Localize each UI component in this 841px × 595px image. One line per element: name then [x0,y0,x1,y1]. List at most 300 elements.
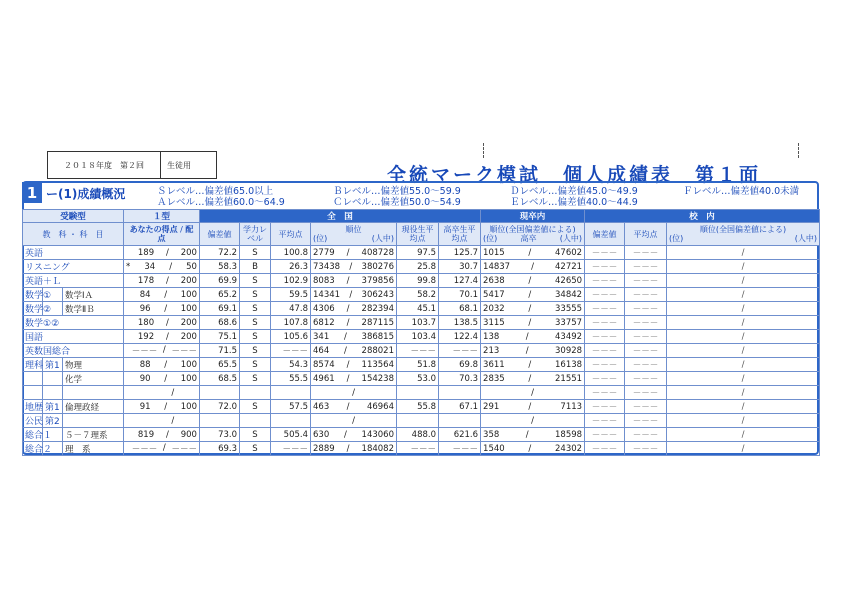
rank-national-people: 7113 [560,401,583,412]
level-value: B [240,260,271,274]
rank-people-value: 282394 [361,303,394,314]
score-value: 84 [139,289,151,300]
school-average-header: 平均点 [625,223,667,246]
slash: / [346,443,350,454]
deviation-value: 65.2 [200,288,240,302]
full-score-value: －－－ [171,444,197,455]
sub-subject: ５－７理系 [63,428,124,442]
graduate-label: 高卒 [520,234,537,243]
rank-cell [311,358,397,372]
slash: / [528,247,532,258]
table-row [23,316,820,330]
rank-value: 463 [313,401,330,412]
full-score-value: 900 [180,429,197,440]
school-rank-label: 順位(全国偏差値による) [699,225,787,234]
slash: / [531,387,534,398]
current-avg-value: 103.7 [397,316,439,330]
grad-avg-value: 69.8 [439,358,481,372]
table-row [23,344,820,358]
school-deviation-value: －－－ [585,316,625,330]
school-deviation-header: 偏差値 [585,223,625,246]
slash: / [528,443,532,454]
school-average-value: －－－ [625,302,667,316]
rank-national-value: 1015 [483,247,505,258]
average-value: 102.9 [271,274,311,288]
slash: / [171,415,175,426]
subject-name: 英語 [23,246,124,260]
score-value: 91 [139,401,151,412]
rank-pos-label: (位) [313,234,328,243]
rank-national-cell [481,400,585,414]
rank-national-cell [481,358,585,372]
score-cell [124,344,200,358]
level-value: S [240,428,271,442]
rank-people-value: 46964 [366,401,394,412]
slash: / [528,317,532,328]
school-rank-value: / [667,414,820,428]
rank-people-label: (人中) [559,234,583,243]
current-avg-value: 488.0 [397,428,439,442]
full-score-value: 50 [186,261,197,272]
level-value: S [240,246,271,260]
grad-avg-value: －－－ [439,344,481,358]
school-deviation-value: －－－ [585,386,625,400]
rank-national-people: 34842 [555,289,583,300]
current-avg-value: 51.8 [397,358,439,372]
score-cell [124,302,200,316]
current-avg-value: 103.4 [397,330,439,344]
school-rank-value: / [667,428,820,442]
school-deviation-value: －－－ [585,414,625,428]
level-value: S [240,400,271,414]
score-cell [124,274,200,288]
rank-cell [311,428,397,442]
rank-value: 14341 [313,289,341,300]
average-value: 59.5 [271,288,311,302]
rank-people-value: 379856 [361,275,394,286]
grad-avg-value: 125.7 [439,246,481,260]
score-value: 34 [144,261,156,272]
full-score-value: 100 [180,303,197,314]
deviation-value: 65.5 [200,358,240,372]
rank-cell [311,246,397,260]
exam-year-round: ２０１８年度 第２回 [48,152,161,178]
rank-national-cell [481,344,585,358]
average-value: 107.8 [271,316,311,330]
rank-header [311,223,397,246]
current-avg-value: 45.1 [397,302,439,316]
rank-national-people: 24302 [555,443,583,454]
rank-national-cell [481,288,585,302]
score-cell [124,358,200,372]
score-value: －－－ [131,346,158,357]
school-rank-value: / [667,358,820,372]
fold-mark [798,143,799,158]
current-avg-value [397,414,439,428]
slash: / [165,275,169,286]
table-row [23,288,820,302]
report-title: 全統マーク模試 個人成績表 第１面 [387,164,762,186]
slash: / [346,373,350,384]
rank-national-cell [481,386,585,400]
current-avg-value: 97.5 [397,246,439,260]
level-value: S [240,288,271,302]
slash: / [528,359,532,370]
rank-value: 6812 [313,317,335,328]
slash: / [525,429,529,440]
slash: / [165,331,169,342]
grad-avg-value [439,414,481,428]
school-rank-value: / [667,260,820,274]
rank-national-cell [481,428,585,442]
level-f: Ｆレベル…偏差値40.0未満 [683,186,800,197]
grad-avg-value: －－－ [439,442,481,456]
school-average-value: －－－ [625,288,667,302]
rank-national-people: 18598 [555,429,583,440]
school-rank-value: / [667,274,820,288]
rank-cell [311,274,397,288]
rank-people-value: 408728 [361,247,394,258]
deviation-value: 69.3 [200,442,240,456]
rank-pos-label: (位) [483,234,498,243]
score-cell [124,330,200,344]
rank-value: 8574 [313,359,335,370]
slash: / [531,415,534,426]
current-avg-value: 53.0 [397,372,439,386]
school-average-value: －－－ [625,400,667,414]
table-row [23,442,820,456]
score-cell [124,372,200,386]
section-number: 1 [22,182,42,203]
grad-avg-value: 138.5 [439,316,481,330]
current-avg-value: 25.8 [397,260,439,274]
table-row [23,274,820,288]
slash: / [346,247,350,258]
level-value: S [240,330,271,344]
rank-national-people: 16138 [555,359,583,370]
slash: / [525,345,529,356]
rank-national-cell [481,302,585,316]
exam-type-header: 受験型 [23,210,124,223]
full-score-value: 200 [180,317,197,328]
school-average-value: －－－ [625,428,667,442]
sub-subject: 化学 [63,372,124,386]
school-average-value: －－－ [625,246,667,260]
school-average-value: －－－ [625,358,667,372]
average-value [271,386,311,400]
school-rank-value: / [667,330,820,344]
current-avg-value: －－－ [397,344,439,358]
slash: / [528,303,532,314]
rank-national-header [481,223,585,246]
rank-people-value: 184082 [361,443,394,454]
average-value: 54.3 [271,358,311,372]
school-deviation-value: －－－ [585,260,625,274]
score-value: 189 [137,247,155,258]
level-value: S [240,372,271,386]
rank-national-value: 2835 [483,373,505,384]
subject-name: 公民 [23,414,43,428]
rank-cell [311,414,397,428]
score-cell [124,386,200,400]
rank-national-value: 213 [483,345,500,356]
grad-avg-value: 621.6 [439,428,481,442]
table-row [23,400,820,414]
rank-people-label: (人中) [371,234,394,243]
grad-avg-value: 67.1 [439,400,481,414]
rank-value: 8083 [313,275,335,286]
usage-label: 生徒用 [167,160,191,170]
sub-subject: 物理 [63,358,124,372]
school-average-value: －－－ [625,344,667,358]
school-average-value: －－－ [625,274,667,288]
level-value [240,414,271,428]
rank-people-value: 288021 [361,345,394,356]
slash: / [164,373,168,384]
subject-name [23,372,43,386]
rank-people-value: 143060 [361,429,394,440]
school-deviation-value: －－－ [585,330,625,344]
slash: / [352,415,355,426]
level-header: 学力レベル [240,223,271,246]
school-rank-value: / [667,400,820,414]
national-header: 全 国 [200,210,481,223]
subject-name: 地歴 [23,400,43,414]
school-rank-value: / [667,372,820,386]
current-header: 現卒内 [481,210,585,223]
school-rank-value: / [667,386,820,400]
subject-number [43,372,63,386]
rank-national-cell [481,414,585,428]
subject-name: 英語＋Ｌ [23,274,124,288]
current-avg-value: －－－ [397,442,439,456]
rank-value: 464 [313,345,330,356]
subject-number: 第1 [43,358,63,372]
slash: / [352,387,355,398]
score-cell [124,442,200,456]
average-value: 505.4 [271,428,311,442]
rank-cell [311,372,397,386]
slash: / [349,289,353,300]
slash: / [164,401,168,412]
rank-value: 630 [313,429,330,440]
score-value: 180 [137,317,155,328]
rank-national-cell [481,274,585,288]
slash: / [346,401,350,412]
rank-national-value: 1540 [483,443,505,454]
rank-people-value: 287115 [361,317,394,328]
rank-people-value: 154238 [361,373,394,384]
average-header: 平均点 [271,223,311,246]
deviation-value: 58.3 [200,260,240,274]
subject-number: 第1 [43,400,63,414]
school-deviation-value: －－－ [585,372,625,386]
rank-cell [311,302,397,316]
deviation-value: 75.1 [200,330,240,344]
rank-value: 341 [313,331,330,342]
slash: / [528,275,532,286]
deviation-value: 73.0 [200,428,240,442]
average-value: 100.8 [271,246,311,260]
slash: / [346,317,350,328]
score-value: 178 [137,275,155,286]
school-deviation-value: －－－ [585,344,625,358]
section-title: ー(1)成績概況 [46,187,126,201]
rank-cell [311,442,397,456]
deviation-value: 68.5 [200,372,240,386]
school-rank-header [667,223,820,246]
score-cell [124,400,200,414]
subject-name: 数学①② [23,316,124,330]
table-row [23,302,820,316]
level-s: Ｓレベル…偏差値65.0以上 [157,186,274,197]
subject-name: 英数国総合 [23,344,124,358]
table-row [23,386,820,400]
rank-national-cell [481,442,585,456]
school-deviation-value: －－－ [585,302,625,316]
subject-name: 理科 [23,358,43,372]
score-value: 96 [139,303,151,314]
full-score-value: 100 [180,401,197,412]
slash: / [343,331,347,342]
score-value: －－－ [131,444,158,455]
grad-avg-header: 高卒生平均点 [439,223,481,246]
subject-header: 教 科 ・ 科 目 [23,223,124,246]
school-average-value: －－－ [625,372,667,386]
slash: / [164,359,168,370]
rank-national-people: 33555 [555,303,583,314]
rank-national-people: 42650 [555,275,583,286]
subject-name: 総合２ [23,442,43,456]
rank-national-cell [481,246,585,260]
slash: / [343,345,347,356]
rank-pos-label: (位) [669,234,684,243]
level-a: Ａレベル…偏差値60.0～64.9 [157,197,285,208]
full-score-value: 100 [180,359,197,370]
rank-people-value: 380276 [361,261,394,272]
slash: / [346,275,350,286]
level-value: S [240,358,271,372]
table-row [23,246,820,260]
school-deviation-value: －－－ [585,442,625,456]
full-score-label: 配点 [157,225,194,243]
rank-national-cell [481,260,585,274]
slash: / [343,429,347,440]
slash: / [164,303,168,314]
deviation-value: 72.2 [200,246,240,260]
rank-value: 2889 [313,443,335,454]
rank-value: 4306 [313,303,335,314]
rank-label: 順位 [345,225,362,234]
your-score-label: あなたの得点 [129,225,178,234]
rank-national-value: 3115 [483,317,505,328]
slash: / [346,303,350,314]
grad-avg-value: 122.4 [439,330,481,344]
sub-subject: 理 系 [63,442,124,456]
deviation-value: 71.5 [200,344,240,358]
full-score-value: 200 [180,331,197,342]
grad-avg-value: 30.7 [439,260,481,274]
subject-number: 第2 [43,414,63,428]
current-avg-value: 58.2 [397,288,439,302]
header-row-1 [23,210,820,223]
score-cell [124,246,200,260]
rank-cell [311,330,397,344]
level-e: Ｅレベル…偏差値40.0～44.9 [510,197,638,208]
full-score-value: 200 [180,247,197,258]
school-average-value: －－－ [625,260,667,274]
sub-subject: 数学ⅠＡ [63,288,124,302]
rank-value: 2779 [313,247,335,258]
rank-national-cell [481,330,585,344]
level-b: Ｂレベル…偏差値55.0～59.9 [333,186,461,197]
score-cell [124,316,200,330]
grad-avg-value: 127.4 [439,274,481,288]
current-avg-value: 99.8 [397,274,439,288]
slash: / [525,331,529,342]
rank-national-people: 30928 [555,345,583,356]
subject-name [23,386,43,400]
rank-national-value: 3611 [483,359,505,370]
level-value: S [240,274,271,288]
grad-avg-value [439,386,481,400]
level-value [240,386,271,400]
table-row [23,260,820,274]
slash: / [528,401,532,412]
current-avg-header: 現役生平均点 [397,223,439,246]
rank-national-value: 291 [483,401,500,412]
rank-people-label: (人中) [794,234,818,243]
rank-national-value: 14837 [483,261,511,272]
rank-national-people: 33757 [555,317,583,328]
average-value: 47.8 [271,302,311,316]
rank-people-value: 306243 [361,289,394,300]
current-avg-value [397,386,439,400]
deviation-value [200,386,240,400]
rank-cell [311,288,397,302]
slash: / [164,289,168,300]
subject-name: 数学① [23,288,43,302]
average-value [271,414,311,428]
school-deviation-value: －－－ [585,288,625,302]
school-average-value: －－－ [625,316,667,330]
slash: / [346,359,350,370]
deviation-value: 72.0 [200,400,240,414]
grad-avg-value: 70.1 [439,288,481,302]
school-average-value: －－－ [625,330,667,344]
table-row [23,414,820,428]
slash: / [169,261,173,272]
average-value: 26.3 [271,260,311,274]
school-header: 校 内 [585,210,820,223]
average-value: 105.6 [271,330,311,344]
score-value: 90 [139,373,151,384]
deviation-value [200,414,240,428]
grad-avg-value: 70.3 [439,372,481,386]
level-c: Ｃレベル…偏差値50.0～54.9 [333,197,461,208]
rank-national-value: 2032 [483,303,505,314]
school-rank-value: / [667,344,820,358]
fold-mark [483,143,484,158]
school-average-value: －－－ [625,414,667,428]
sub-subject [63,386,124,400]
rank-national-label: 順位(全国偏差値による) [489,225,576,234]
rank-national-people: 42721 [555,261,583,272]
slash: / [165,317,169,328]
table-row [23,330,820,344]
slash: / [165,247,169,258]
school-deviation-value: －－－ [585,428,625,442]
